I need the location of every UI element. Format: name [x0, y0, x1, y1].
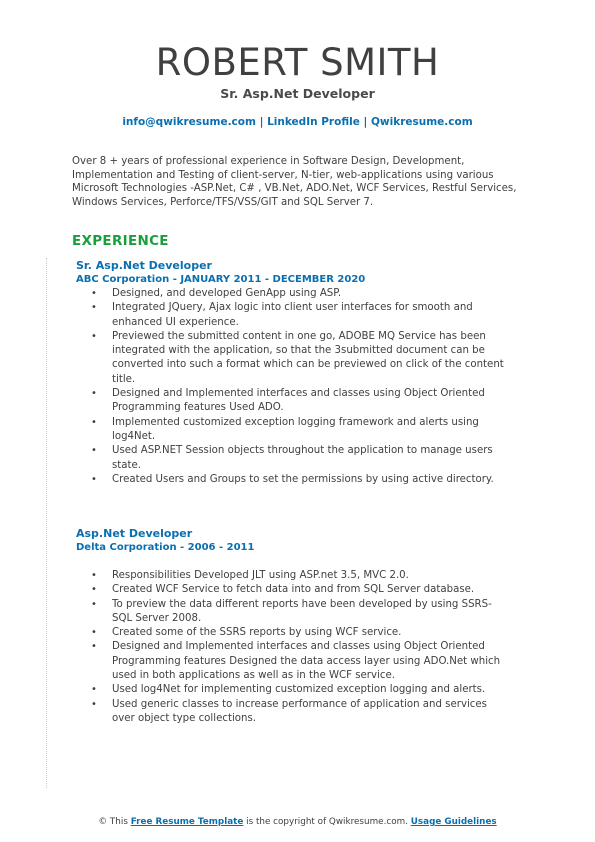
linkedin-link[interactable]: LinkedIn Profile [267, 116, 360, 128]
duty-text: Integrated JQuery, Ajax logic into client user interfaces for smooth and enhanced UI experience. [112, 302, 473, 328]
list-item [76, 683, 506, 697]
bullet-icon: • [91, 684, 97, 696]
duty-text: Designed and Implemented interfaces and classes using Object Oriented Programming features Used ADO. [112, 388, 485, 414]
website-link[interactable]: Qwikresume.com [370, 116, 473, 128]
list-item [76, 583, 506, 597]
duty-text: Used log4Net for implementing customized exception logging and alerts. [112, 684, 486, 696]
list-item [76, 473, 506, 487]
bullet-icon: • [91, 388, 97, 400]
job-entry [76, 527, 506, 726]
bullet-icon: • [91, 416, 97, 428]
duty-text: Created WCF Service to fetch data into and from SQL Server database. [112, 584, 475, 596]
usage-guidelines-link[interactable]: Usage Guidelines [410, 817, 497, 827]
job-company-dates: ABC Corporation - JANUARY 2011 - DECEMBER 2020 [76, 274, 366, 285]
candidate-name: ROBERT SMITH [155, 41, 440, 84]
list-item [76, 698, 506, 727]
bullet-icon: • [91, 698, 97, 710]
experience-heading: EXPERIENCE [72, 233, 169, 249]
footer-middle: is the copyright of Qwikresume.com. [243, 817, 411, 827]
contact-line [0, 116, 595, 128]
email-link[interactable]: info@qwikresume.com [122, 116, 256, 128]
contact-separator: | [359, 116, 371, 128]
job-title: Asp.Net Developer [76, 527, 193, 540]
footer-prefix: © This [98, 817, 131, 827]
duty-text: Used ASP.NET Session objects throughout the application to manage users state. [112, 445, 493, 471]
bullet-icon: • [91, 302, 97, 314]
list-item [76, 626, 506, 640]
list-item [76, 444, 506, 473]
list-item [76, 569, 506, 583]
duty-text: Created Users and Groups to set the permissions by using active directory. [112, 473, 494, 485]
job-duties-list [76, 569, 506, 726]
list-item [76, 387, 506, 416]
professional-summary: Over 8 + years of professional experience in Software Design, Development, Implementation and Testing of client-server, N-tier, web-applications using various Microsoft Technologies -ASP.Net, C# , VB.Net, ADO.Net, WCF Services, Restful Services, Windows Services, Perforce/TFS/VSS/GIT and SQL Server 7. [72, 156, 517, 208]
copyright-footer [0, 817, 595, 827]
duty-text: Used generic classes to increase performance of application and services over object type collections. [112, 698, 487, 724]
timeline-divider [46, 258, 47, 788]
bullet-icon: • [91, 584, 97, 596]
list-item [76, 416, 506, 445]
contact-separator: | [255, 116, 268, 128]
duty-text: Designed, and developed GenApp using ASP. [112, 288, 342, 299]
bullet-icon: • [91, 641, 97, 653]
duty-text: To preview the data different reports have been developed by using SSRS-SQL Server 2008. [112, 598, 492, 624]
bullet-icon: • [91, 598, 97, 610]
bullet-icon: • [91, 473, 97, 485]
job-title: Sr. Asp.Net Developer [76, 259, 212, 272]
job-company-dates: Delta Corporation - 2006 - 2011 [76, 542, 255, 553]
bullet-icon: • [91, 627, 97, 639]
bullet-icon: • [91, 445, 97, 457]
list-item [76, 287, 506, 301]
duty-text: Designed and Implemented interfaces and classes using Object Oriented Programming features Designed the data access layer using ADO.Net which used in both applications as well as in the WCF service. [112, 641, 501, 682]
free-resume-template-link[interactable]: Free Resume Template [130, 817, 244, 827]
job-entry [76, 259, 506, 487]
bullet-icon: • [91, 570, 97, 581]
candidate-title: Sr. Asp.Net Developer [220, 86, 375, 101]
list-item [76, 301, 506, 330]
list-item [76, 640, 506, 683]
duty-text: Responsibilities Developed JLT using ASP.net 3.5, MVC 2.0. [112, 570, 409, 581]
bullet-icon: • [91, 288, 97, 299]
duty-text: Implemented customized exception logging framework and alerts using log4Net. [112, 416, 479, 442]
duty-text: Previewed the submitted content in one go, ADOBE MQ Service has been integrated with the application, so that the 3submitted document can be converted into such a format which can be previewed on click of the content title. [112, 330, 504, 385]
duty-text: Created some of the SSRS reports by using WCF service. [112, 627, 402, 639]
list-item [76, 598, 506, 627]
bullet-icon: • [91, 330, 97, 342]
job-duties-list [76, 287, 506, 487]
list-item [76, 330, 506, 387]
